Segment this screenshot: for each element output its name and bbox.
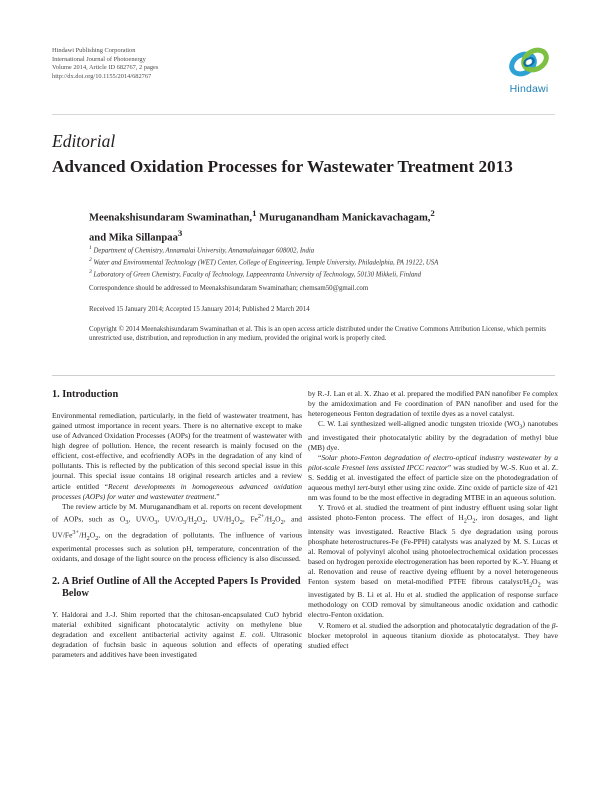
article-title: Advanced Oxidation Processes for Wastewater Treatment 2013 bbox=[52, 157, 513, 176]
author-1[interactable]: Meenakshisundaram Swaminathan, bbox=[89, 212, 253, 224]
outline-paragraph-1: Y. Haldorai and J.-J. Shim reported that the chitosan-encapsulated CuO hybrid material exhibited significant photocatalytic activity on methylene blue degradation and excellent antibacterial activity against E. coli. Ultrasonic degradation of fuchsin basic in aqueous solution and effects of operating parameters and additives have been investigated bbox=[52, 610, 302, 660]
intro-heading: 1. Introduction bbox=[52, 389, 119, 400]
article-dates: Received 15 January 2014; Accepted 15 January 2014; Published 2 March 2014 bbox=[89, 306, 310, 313]
right-paragraph-3: “Solar photo-Fenton degradation of electro-optical industry wastewater by a pilot-scale Fresnel lens assisted IPCC reactor” was studied by W.-S. Kuo et al. Z. S. Seddig et al. investigated the effect of particle size on the photodegradation of aqueous methyl tert-butyl ether using zinc oxide. Zinc oxide of particle size of 421 nm was found to be the most effective in degrading MTBE in an aqueous solution. bbox=[308, 452, 558, 502]
intro-paragraph-2: The review article by M. Muruganandham et al. reports on recent development of AOPs, such as $O_3$, $UV/O_3$, $UV/O_3/H_2O_2$, $UV/H_2O_2$, $Fe^{2+}/H_2O_2$, and $UV/Fe^{3+}/H_2O_2$, on the degradation of pollutants. The influence of various experimental processes such as solution pH, temperature, concentration of the oxidants, and dosage of the light source on the process efficiency is also discussed. bbox=[52, 501, 302, 563]
header-divider bbox=[52, 114, 555, 115]
right-paragraph-1: by R.-J. Lan et al. X. Zhao et al. prepared the modified PAN nanofiber Fe complex by the amidoximation and Fe coordination of PAN nanofiber and used for the heterogeneous Fenton degradation of textile dyes as a novel catalyst. bbox=[308, 389, 558, 419]
journal-name: International Journal of Photoenergy bbox=[52, 55, 146, 63]
author-3[interactable]: and Mika Sillanpaa bbox=[89, 232, 178, 244]
author-line-1 bbox=[89, 206, 559, 226]
right-paragraph-2: C. W. Lai synthesized well-aligned anodic tungsten trioxide $(WO_3)$ nanotubes and investigated their photocatalytic ability by the degradation of methyl blue (MB) dye. bbox=[308, 419, 558, 452]
correspondence: Correspondence should be addressed to Meenakshisundaram Swaminathan; chemsam50@gmail.com bbox=[89, 285, 369, 292]
right-column bbox=[308, 389, 558, 651]
publisher-name: Hindawi Publishing Corporation bbox=[52, 47, 136, 54]
journal-meta bbox=[52, 47, 158, 81]
affiliation-2: $^2$ Water and Environmental Technology (WET) Center, College of Engineering, Temple University, Philadelphia, PA 19122, USA bbox=[89, 257, 439, 267]
hindawi-logo-icon bbox=[507, 42, 551, 82]
body-divider bbox=[52, 375, 555, 376]
affiliation-3: $^3$ Laboratory of Green Chemistry, Faculty of Technology, Lappeenranta University of Technology, 50130 Mikkeli, Finland bbox=[89, 269, 422, 279]
doi-link[interactable]: http://dx.doi.org/10.1155/2014/682767 bbox=[52, 72, 152, 80]
author-3-affil: 3 bbox=[177, 228, 183, 239]
author-1-affil: 1 bbox=[252, 208, 257, 218]
affiliations bbox=[89, 244, 438, 281]
author-2-affil: 2 bbox=[430, 208, 435, 218]
intro-paragraph-1: Environmental remediation, particularly, in the field of wastewater treatment, has gained utmost importance in recent years. There is no alternative except to make use of Advanced Oxidation Processes (AOPs) for the treatment of wastewater with high degree of pollution. Hence, the recent research is mainly focused on the efficient, cost-effective, and ecofriendly AOPs in the degradation of any kind of pollutants. This is reflected by the publication of this second special issue in this journal. This special issue contains 18 original research articles and a review article entitled “Recent developments in homogeneous advanced oxidation processes (AOPs) for water and wastewater treatment.” bbox=[52, 411, 302, 501]
left-column bbox=[52, 389, 302, 661]
outline-heading: 2. A Brief Outline of All the Accepted Papers Is Provided Below bbox=[52, 575, 301, 600]
affiliation-1: $^1$ Department of Chemistry, Annamalai University, Annamalainagar 608002, India bbox=[89, 245, 315, 255]
hindawi-logo-text: Hindawi bbox=[509, 83, 549, 95]
article-type: Editorial bbox=[52, 131, 116, 151]
copyright-notice: Copyright © 2014 Meenakshisundaram Swaminathan et al. This is an open access article distributed under the Creative Commons Attribution License, which permits unrestricted use, distribution, and reproduction in any medium, provided the original work is properly cited. bbox=[89, 326, 546, 343]
hindawi-logo[interactable] bbox=[503, 42, 555, 95]
author-list bbox=[89, 206, 559, 246]
author-2[interactable]: Muruganandham Manickavachagam, bbox=[256, 212, 431, 224]
right-paragraph-5: V. Romero et al. studied the adsorption and photocatalytic degradation of the β-blocker metoprolol in aqueous titanium dioxide as photocatalyst. They have studied effect bbox=[308, 620, 558, 650]
volume-info: Volume 2014, Article ID 682767, 2 pages bbox=[52, 64, 159, 72]
right-paragraph-4: Y. Trovó et al. studied the treatment of pint industry effluent using solar light assisted photo-Fenton process. The effect of $H_2O_2$, iron dosages, and light intensity was investigated. Reactive Black 5 dye degradation using porous phosphate heterostructures-Fe (Fe-PPH) catalysts was analyzed by M. S. Lucas et al. Removal of polyvinyl alcohol using photoelectrochemical oxidation processes based on hydrogen peroxide electrogeneration has been reported by K.-Y. Huang et al. Renovation and reuse of reactive dyeing effluent by a novel heterogeneous Fenton system based on metal-modified PTFE fibrous catalyst/$H_2O_2$ was investigated by B. Li et al. Hu et al. studied the application of response surface methodology on COD removal by simultaneous anodic oxidation and cathodic electro-Fenton oxidation. bbox=[308, 503, 558, 620]
